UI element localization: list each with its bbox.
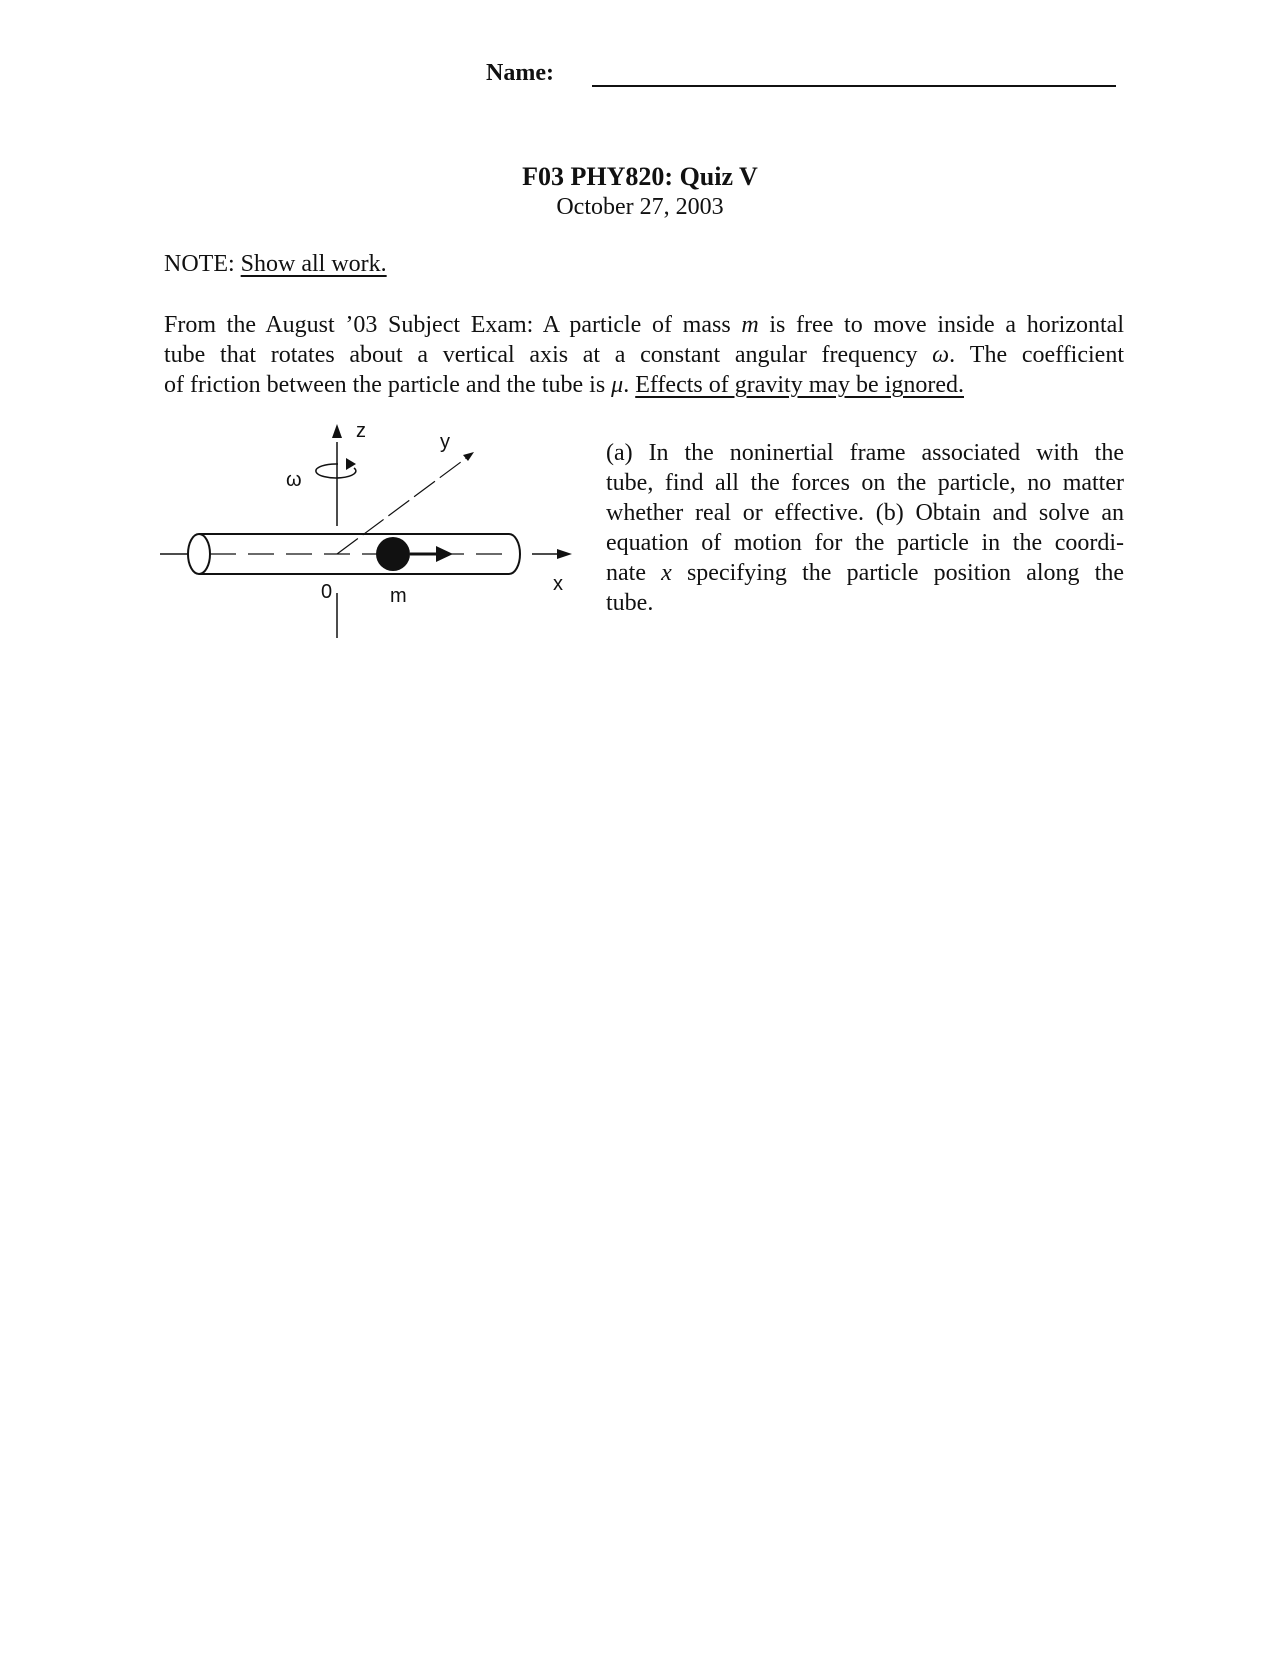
question-line-1: (a) In the noninertial frame associated with the: [606, 440, 1124, 466]
name-label: Name:: [486, 60, 554, 86]
question-line-3: whether real or effective. (b) Obtain and solve an: [606, 500, 1124, 526]
quiz-title: F03 PHY820: Quiz V: [522, 162, 758, 191]
question-text: [606, 438, 1124, 618]
question-line-2: tube, find all the forces on the particle, no matter: [606, 470, 1124, 496]
question-line-6: tube.: [606, 590, 654, 616]
mass-label: m: [390, 585, 407, 607]
problem-line-2: tube that rotates about a vertical axis at a constant angular frequency ω. The coefficient: [164, 342, 1124, 368]
var-mu: μ: [611, 372, 624, 398]
x-axis-arrowhead: [557, 549, 572, 559]
problem-statement: [164, 310, 1124, 400]
quiz-date: October 27, 2003: [556, 194, 724, 220]
z-label: z: [356, 420, 366, 442]
x-label: x: [553, 573, 563, 595]
particle-mass: [376, 537, 410, 571]
note-prefix: NOTE:: [164, 251, 241, 277]
y-label: y: [440, 431, 450, 453]
problem-line-1: From the August ’03 Subject Exam: A particle of mass m is free to move inside a horizontal: [164, 312, 1124, 338]
name-blank-line: [592, 85, 1116, 87]
question-line-5: nate x specifying the particle position along the: [606, 560, 1124, 586]
var-omega: ω: [932, 342, 950, 368]
note: [164, 251, 387, 278]
problem-line-3: of friction between the particle and the tube is μ. Effects of gravity may be ignored.: [164, 372, 964, 398]
tube-left-end: [188, 534, 210, 574]
velocity-arrowhead: [436, 546, 453, 562]
z-axis-arrowhead: [332, 424, 342, 438]
omega-label: ω: [286, 469, 302, 491]
tube-right-end: [509, 534, 520, 574]
y-axis-arrowhead: [463, 452, 474, 461]
question-line-4: equation of motion for the particle in the coordi-: [606, 530, 1124, 556]
note-instruction: Show all work.: [240, 251, 387, 277]
var-x: x: [661, 560, 672, 586]
gravity-note: Effects of gravity may be ignored.: [635, 372, 964, 398]
rotating-tube-figure: [160, 408, 580, 644]
var-m: m: [741, 312, 759, 338]
y-axis-line: [337, 456, 469, 554]
origin-label: 0: [321, 581, 333, 603]
